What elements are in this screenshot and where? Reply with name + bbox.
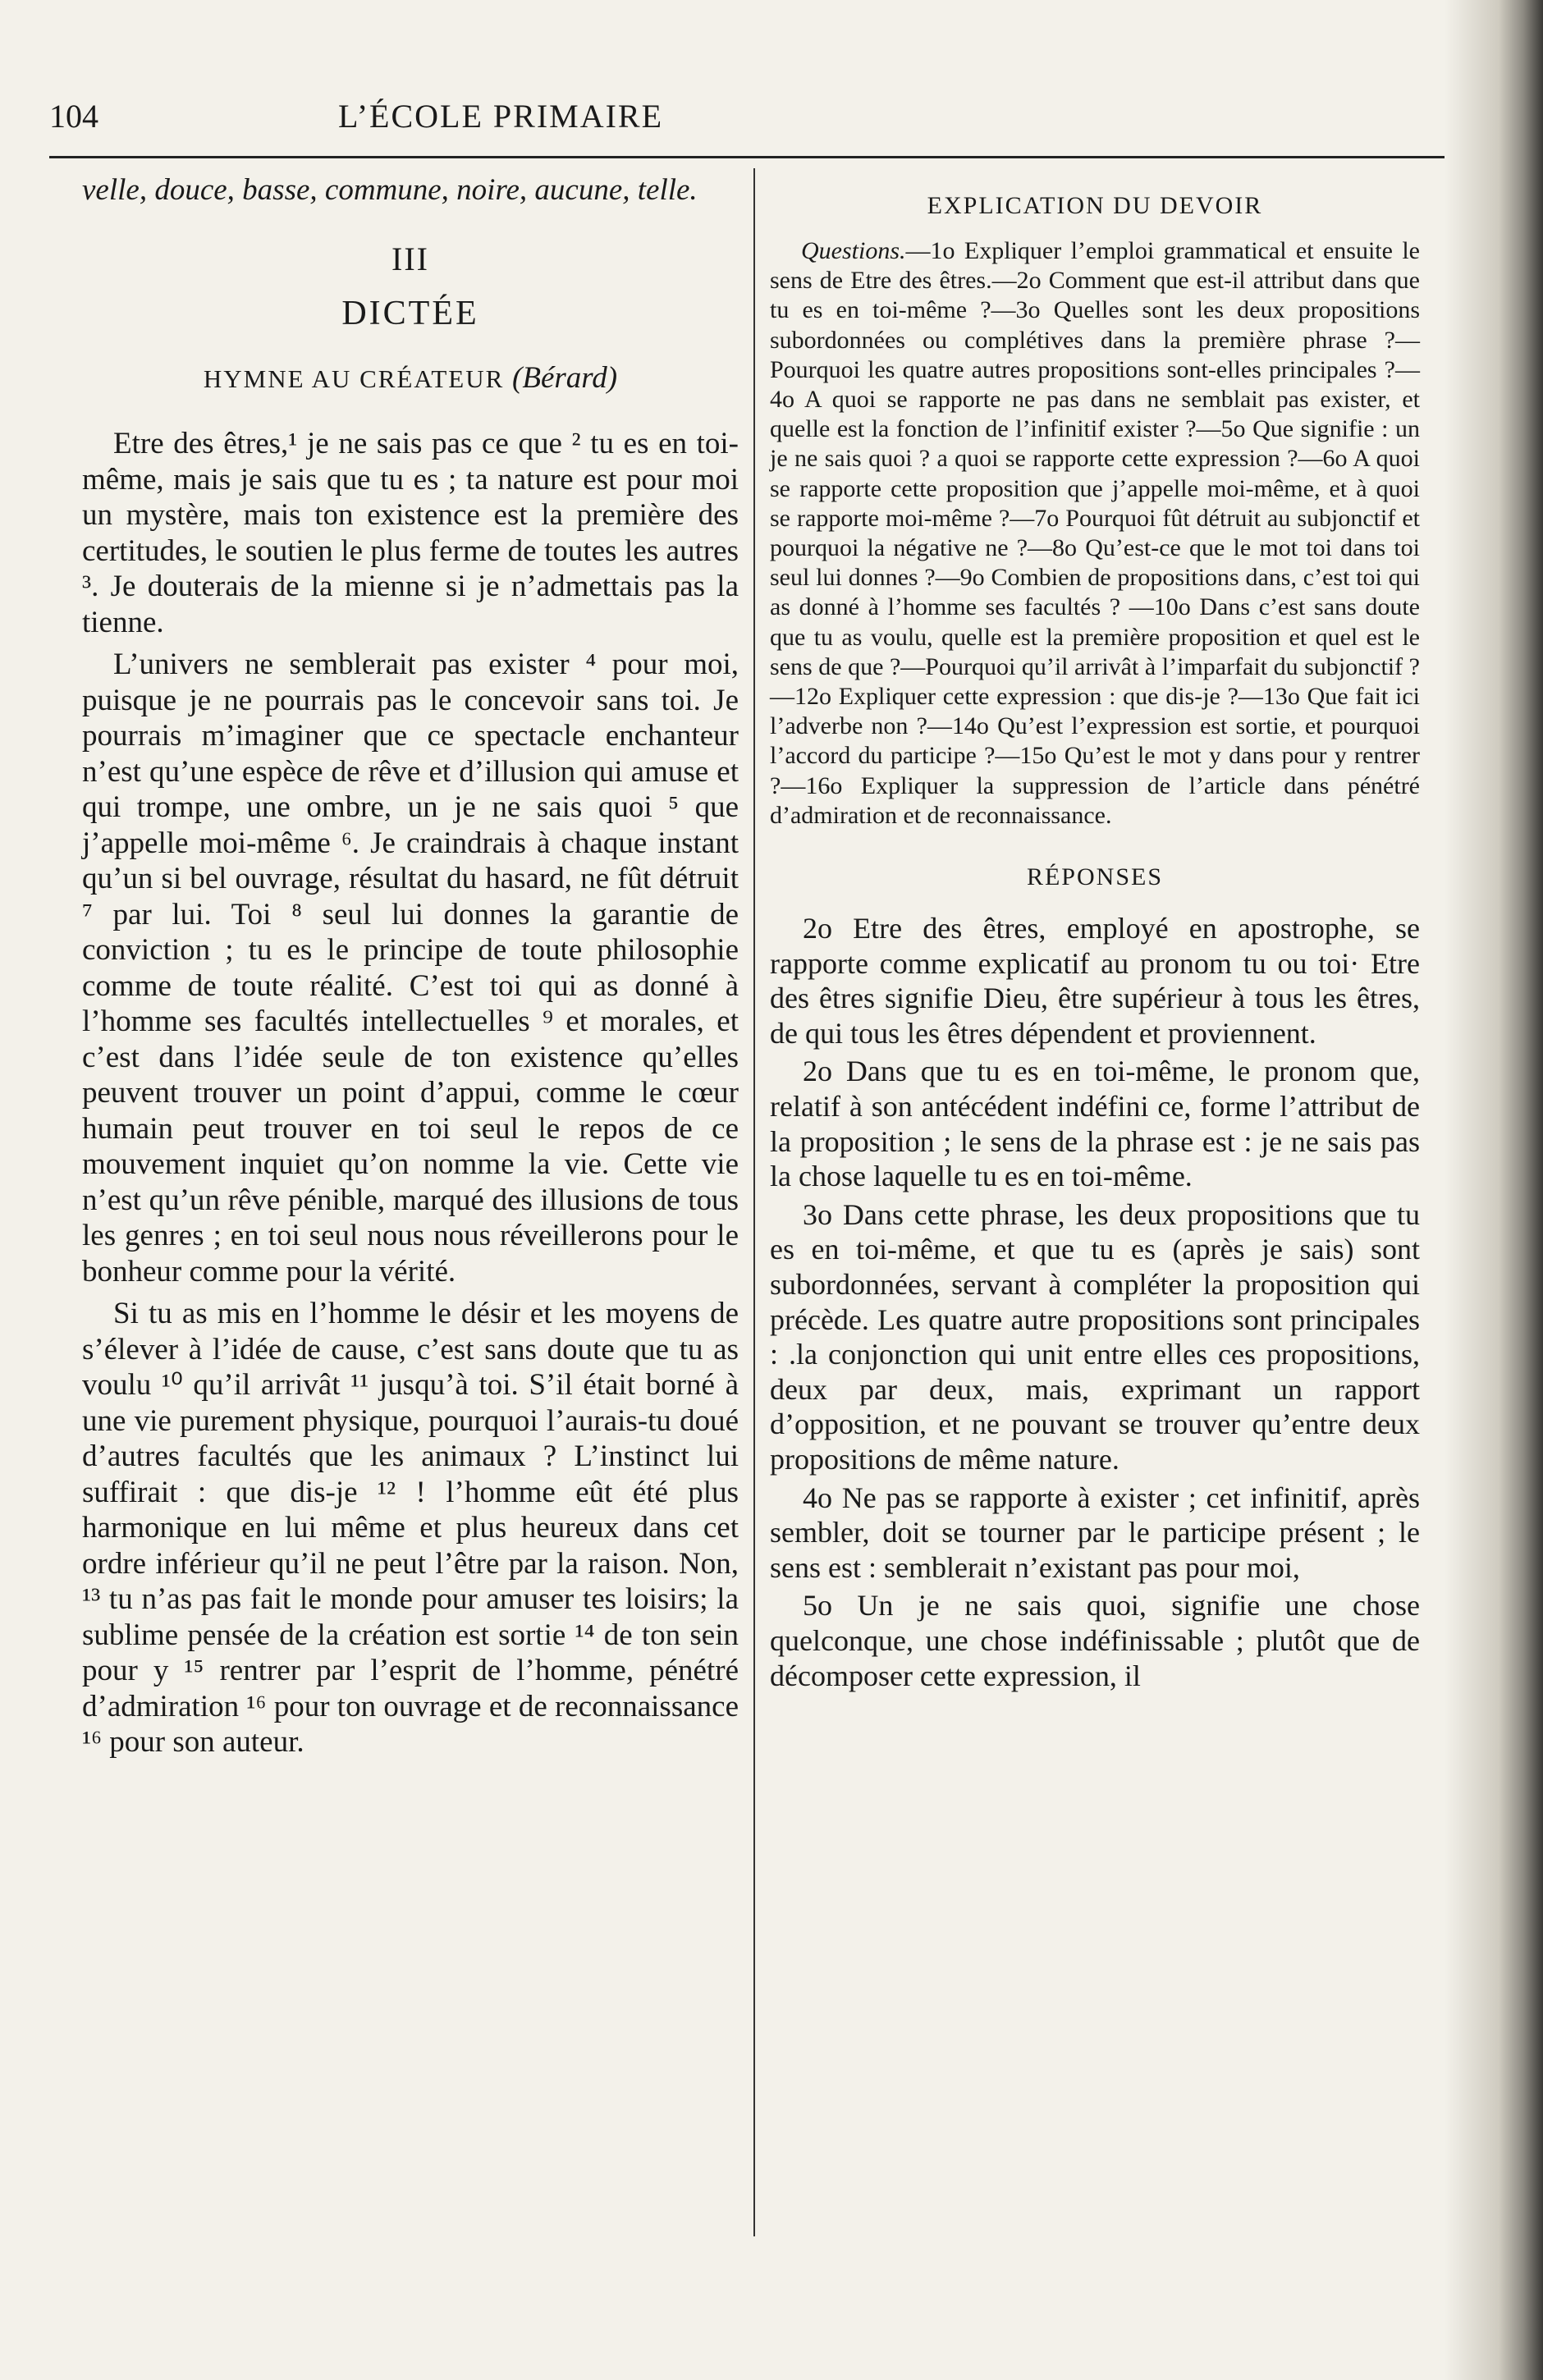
questions-text: —1o Expliquer l’emploi grammatical et ensuite le sens de Etre des êtres.—2o Comment que est-il attribut dans que tu es en toi-même ?—3o Quelles sont les deux propositions subordonnées ou complétives dans la première phrase ?—Pourquoi les quatre autres propositions sont-elles principales ?—4o A quoi se rapporte ne pas dans ne semblait pas exister, et quelle est la fonction de l’infinitif exister ?—5o Que signifie : un je ne sais quoi ? a quoi se rapporte cette expression ?—6o A quoi se rapporte cette proposition que j’appelle moi-même, et à quoi se rapporte moi-même ?—7o Pourquoi fût détruit au subjonctif et pourquoi la négative ne ?—8o Qu’est-ce que le mot toi dans toi seul lui donnes ?—9o Combien de propositions dans, c’est toi qui as donné à l’homme ses facultés ? —10o Dans c’est sans doute que tu as voulu, quelle est la première proposition et quel est le sens de que ?—Pourquoi qu’il arrivât à l’imparfait du subjonctif ?—12o Expliquer cette expression : que dis-je ?—13o Que fait ici l’adverbe non ?—14o Qu’est l’expression est sortie, et pourquoi l’accord du participe ?—15o Qu’est le mot y dans pour y rentrer ?—16o Expliquer la suppression de l’article dans pénétré d’admiration et de reconnaissance. (770, 237, 1420, 829)
running-title: L’ÉCOLE PRIMAIRE (337, 98, 664, 135)
answers-heading: RÉPONSES (1026, 863, 1164, 891)
hymn-title (82, 360, 739, 397)
questions-paragraph (770, 236, 1420, 831)
section-title: DICTÉE (341, 295, 479, 332)
page-header (49, 97, 1445, 146)
section-number: III (391, 240, 429, 277)
answer-paragraph: 4o Ne pas se rapporte à exister ; cet infinitif, après sembler, doit se tourner par le participe présent ; le sens est : semblerait n’existant pas pour moi, (770, 1481, 1420, 1584)
answer-paragraph: 2o Dans que tu es en toi-même, le pronom que, relatif à son antécédent indéfini ce, forme l’attribut de la proposition ; le sens de la phrase est : je ne sais pas la chose laquelle tu es en toi-même. (770, 1055, 1420, 1193)
answer-paragraph: 5o Un je ne sais quoi, signifie une chose quelconque, une chose indéfinissable ; plutôt que de décomposer cette expression, il (770, 1589, 1420, 1692)
hymn-author: (Bérard) (512, 360, 618, 395)
dictation-paragraph: Si tu as mis en l’homme le désir et les moyens de s’élever à l’idée de cause, c’est sans doute que tu as voulu ¹⁰ qu’il arrivât ¹¹ jusqu’à toi. S’il était borné à une vie purement physique, pourquoi l’aurais-tu doué d’autres facultés que les animaux ? L’instinct lui suffirait : que dis-je ¹² ! l’homme eût été plus harmonique en lui même et plus heureux dans cet ordre inférieur qu’il ne peut l’être par la raison. Non, ¹³ tu n’as pas fait le monde pour amuser tes loisirs; la sublime pensée de la création est sortie ¹⁴ de ton sein pour y ¹⁵ rentrer par l’esprit de l’homme, pénétré d’admiration ¹⁶ pour ton ouvrage et de reconnaissance ¹⁶ pour son auteur. (82, 1297, 739, 1759)
column-divider (753, 168, 755, 2236)
page-edge-shadow (1445, 0, 1543, 2380)
questions-lead: Questions. (801, 237, 906, 264)
header-rule (49, 156, 1445, 158)
hymn-title-text: HYMNE AU CRÉATEUR (203, 364, 505, 393)
answer-paragraph: 2o Etre des êtres, employé en apostrophe, se rapporte comme explicatif au pronom tu ou toi· Etre des êtres signifie Dieu, être supérieur à tous les êtres, de qui tous les êtres dépendent et proviennent. (770, 912, 1420, 1050)
left-column (82, 172, 739, 1760)
page-number: 104 (49, 98, 98, 135)
dictation-paragraph: L’univers ne semblerait pas exister ⁴ pour moi, puisque je ne pourrais pas le concevoir sans toi. Je pourrais m’imaginer que ce spectacle enchanteur n’est qu’une espèce de rêve et d’illusion qui amuse et qui trompe, une ombre, un je ne sais quoi ⁵ que j’appelle moi-même ⁶. Je craindrais à chaque instant qu’un si bel ouvrage, résultat du hasard, ne fût détruit ⁷ par lui. Toi ⁸ seul lui donnes la garantie de conviction ; tu es le principe de toute philosophie comme de toute réalité. C’est toi qui as donné à l’homme ses facultés intellectuelles ⁹ et morales, et c’est dans l’idée seule de ton existence qu’elles peuvent trouver un point d’appui, comme le cœur humain peut trouver en toi seul le repos de ce mouvement inquiet qu’on nomme la vie. Cette vie n’est qu’un rêve pénible, marqué des illusions de tous les genres ; en toi seul nous nous réveillerons pour le bonheur comme pour la vérité. (82, 648, 739, 1288)
right-column (770, 172, 1420, 1693)
explication-heading: EXPLICATION DU DEVOIR (927, 192, 1263, 219)
answers-list (770, 911, 1420, 1693)
dictation-paragraph: Etre des êtres,¹ je ne sais pas ce que ² tu es en toi-même, mais je sais que tu es ; ta nature est pour moi un mystère, mais ton existence est la première des certitudes, le soutien le plus ferme de toutes les autres ³. Je douterais de la mienne si je n’admettais pas la tienne. (82, 427, 739, 639)
intro-continuation: velle, douce, basse, commune, noire, aucune, telle. (82, 173, 698, 207)
answer-paragraph: 3o Dans cette phrase, les deux propositions que tu es en toi-même, et que tu es (après je sais) sont subordonnées, servant à compléter la proposition qui précède. Les quatre autre propositions sont principales : .la conjonction qui unit entre elles ces propositions, deux par deux, mais, exprimant un rapport d’opposition, et ne pouvant se trouver qu’entre deux propositions de même nature. (770, 1197, 1420, 1476)
